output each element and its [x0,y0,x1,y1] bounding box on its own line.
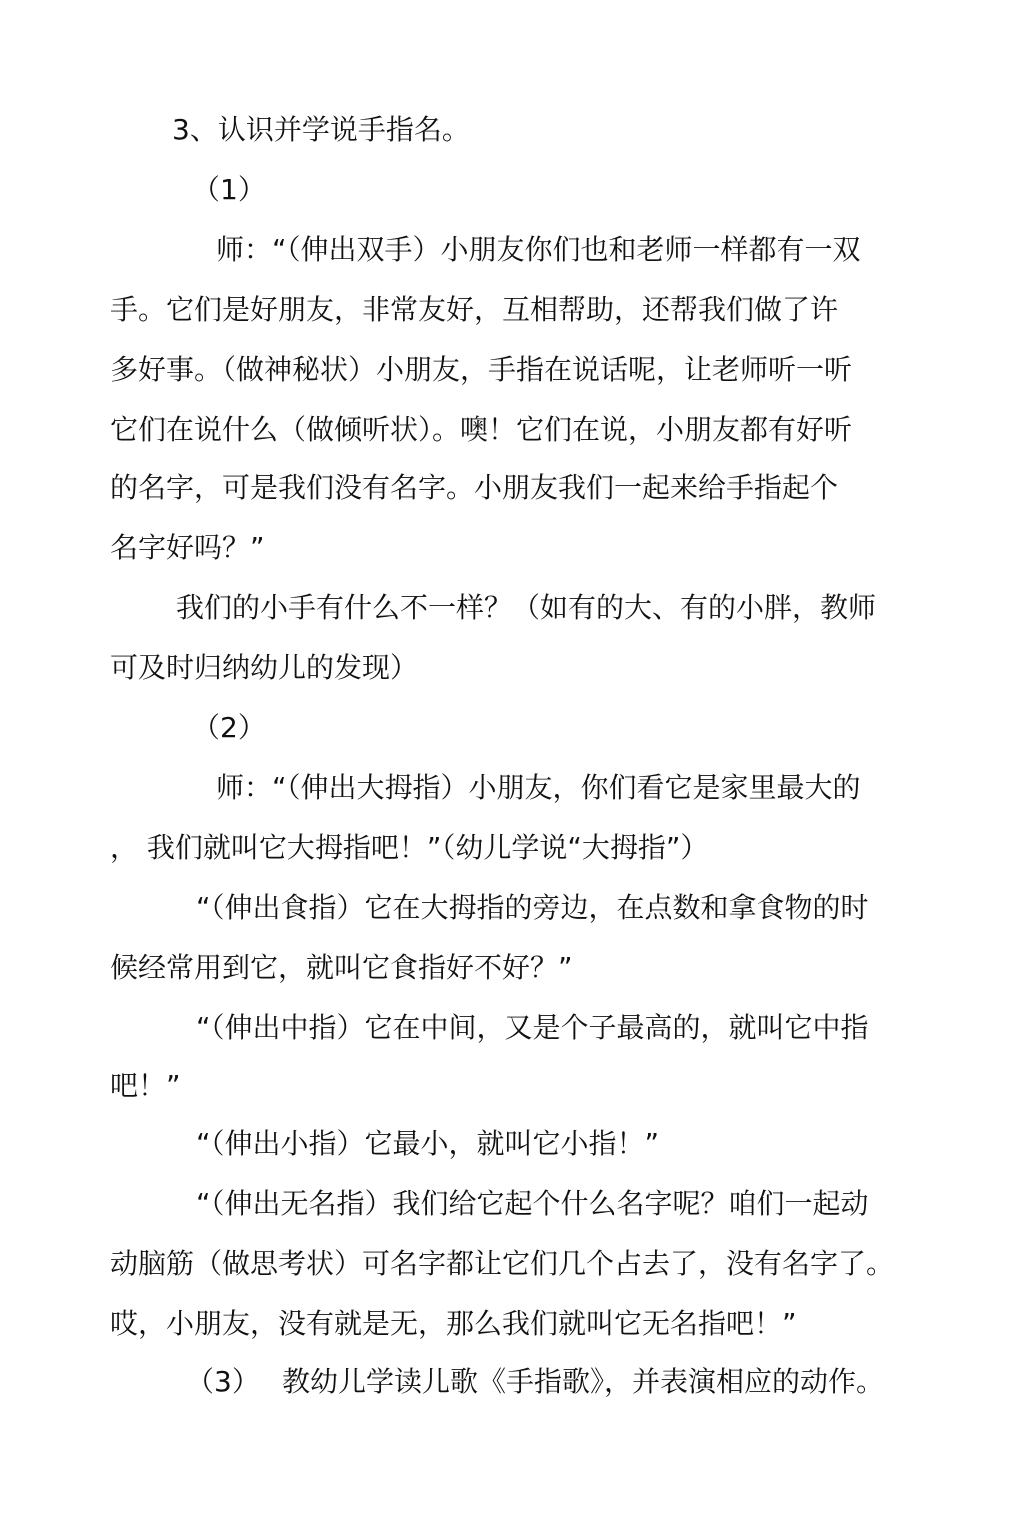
paragraph-line: 可及时归纳幼儿的发现） [110,651,419,684]
item-number: （1） [192,173,266,206]
paragraph-line: “（伸出中指）它在中间，又是个子最高的，就叫它中指 [196,1011,869,1044]
paragraph-line: 师：“（伸出双手）小朋友你们也和老师一样都有一双 [216,233,861,266]
paragraph-line: 的名字，可是我们没有名字。小朋友我们一起来给手指起个 [110,471,839,504]
paragraph-line: 教幼儿学读儿歌《手指歌》，并表演相应的动作。 [282,1365,885,1398]
item-number: （2） [192,711,266,744]
paragraph-line: 动脑筋（做思考状）可名字都让它们几个占去了，没有名字了。 [110,1247,895,1280]
paragraph-line: 它们在说什么（做倾听状）。噢！它们在说，小朋友都有好听 [110,413,853,446]
paragraph-line: “（伸出食指）它在大拇指的旁边，在点数和拿食物的时 [196,891,869,924]
paragraph-line: 我们的小手有什么不一样？（如有的大、有的小胖，教师 [176,591,877,624]
section-heading: 3、认识并学说手指名。 [172,113,470,146]
paragraph-line: 手。它们是好朋友，非常友好，互相帮助，还帮我们做了许 [110,293,839,326]
paragraph-line: “（伸出小指）它最小，就叫它小指！” [196,1127,660,1160]
paragraph-line: ， 我们就叫它大拇指吧！”（幼儿学说“大拇指”） [110,831,709,864]
paragraph-line: 名字好吗？” [110,531,265,564]
paragraph-line: 多好事。（做神秘状）小朋友，手指在说话呢，让老师听一听 [110,353,853,386]
paragraph-line: 吧！” [110,1069,181,1102]
item-number: （3） [186,1365,260,1398]
paragraph-line: 候经常用到它，就叫它食指好不好？” [110,951,573,984]
paragraph-line: 师：“（伸出大拇指）小朋友，你们看它是家里最大的 [216,771,861,804]
paragraph-line: 哎，小朋友，没有就是无，那么我们就叫它无名指吧！” [110,1307,797,1340]
paragraph-line: “（伸出无名指）我们给它起个什么名字呢？咱们一起动 [196,1187,869,1220]
